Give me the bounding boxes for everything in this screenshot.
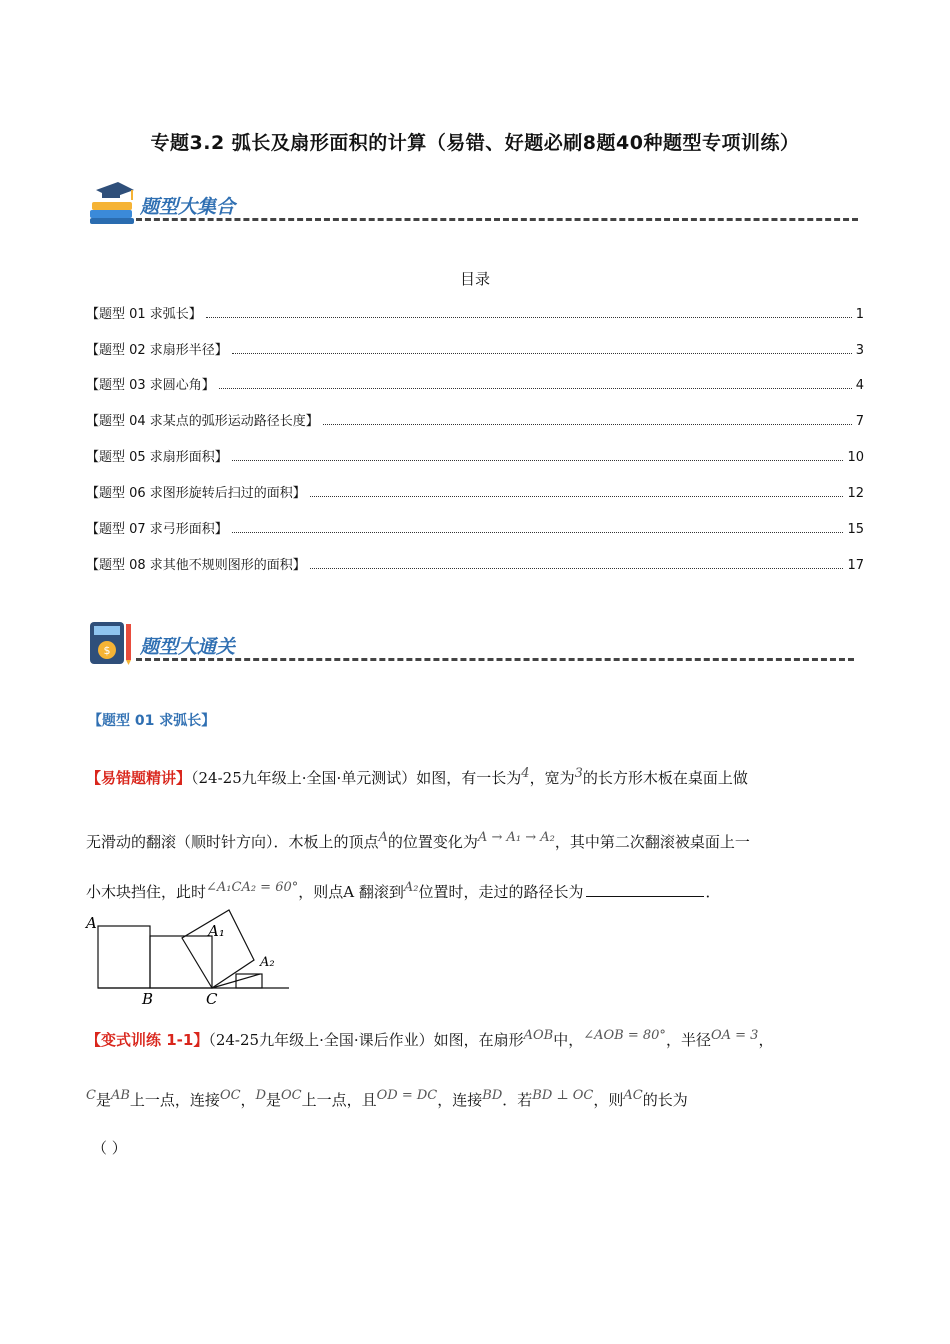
rolling-board-figure: [84, 908, 294, 1008]
svg-text:$: $: [103, 644, 111, 657]
answer-parentheses: （ ）: [92, 1139, 127, 1157]
toc-item[interactable]: 【题型 04 求某点的弧形运动路径长度】 7: [86, 414, 864, 429]
label-A1: A₁: [208, 922, 225, 940]
banner-label: 题型大通关: [140, 636, 236, 658]
banner-question-collection: [88, 180, 858, 230]
toc-item[interactable]: 【题型 01 求弧长】 1: [86, 307, 864, 322]
label-C: C: [206, 990, 218, 1008]
section-heading: 【题型 01 求弧长】: [88, 713, 216, 729]
toc-item[interactable]: 【题型 06 求图形旋转后扫过的面积】 12: [86, 486, 864, 501]
question-line: 无滑动的翻滚（顺时针方向）．木板上的顶点A的位置变化为A → A₁ → A₂，其中第二次翻滚被桌面上一: [86, 830, 750, 851]
question-line: 小木块挡住，此时∠A₁CA₂ = 60°，则点A 翻滚到A₂位置时，走过的路径长为 ．: [86, 880, 721, 901]
label-A: A: [86, 914, 97, 932]
banner-question-pass: [88, 620, 854, 670]
question-line: 【易错题精讲】（24-25九年级上·全国·单元测试）如图，有一长为4，宽为3的长方形木板在桌面上做: [86, 766, 748, 787]
question-line: 【变式训练 1-1】（24-25九年级上·全国·课后作业）如图，在扇形AOB中，∠AOB = 80°，半径OA = 3，: [86, 1028, 774, 1049]
toc-item[interactable]: 【题型 02 求扇形半径】 3: [86, 343, 864, 358]
banner-divider: [136, 218, 858, 221]
answer-blank[interactable]: [586, 896, 704, 897]
question-line: C是AB上一点，连接OC，D是OC上一点，且OD = DC，连接BD．若BD ⊥ OC，则AC的长为: [86, 1088, 688, 1109]
toc-item[interactable]: 【题型 05 求扇形面积】 10: [86, 450, 864, 465]
banner-label: 题型大集合: [140, 196, 236, 218]
label-A2: A₂: [260, 955, 275, 970]
label-B: B: [142, 990, 154, 1008]
calculator-icon: [88, 620, 134, 666]
toc-item[interactable]: 【题型 03 求圆心角】 4: [86, 378, 864, 393]
toc-heading: 目录: [459, 270, 490, 288]
toc-item[interactable]: 【题型 08 求其他不规则图形的面积】 17: [86, 558, 864, 573]
page-title: 专题3.2 弧长及扇形面积的计算（易错、好题必刷8题40种题型专项训练）: [150, 132, 800, 154]
toc-item[interactable]: 【题型 07 求弓形面积】 15: [86, 522, 864, 537]
banner-divider: [136, 658, 854, 661]
book-graduation-icon: [88, 180, 136, 226]
